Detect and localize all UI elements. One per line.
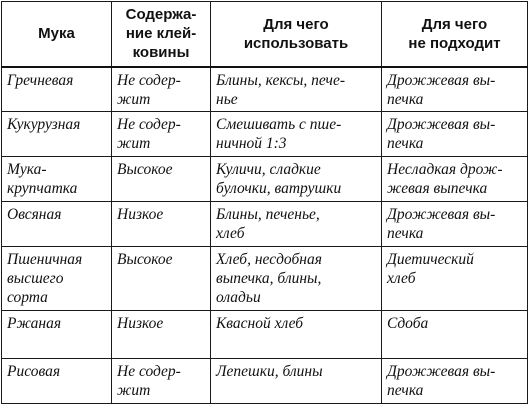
table-row [2, 67, 528, 112]
use-cell: Куличи, сладкие булочки, ватрушки [211, 157, 382, 202]
avoid-cell: Несладкая дрож- жевая выпечка [382, 157, 528, 202]
table-row [2, 112, 528, 157]
gluten-cell: Низкое [112, 311, 211, 359]
gluten-cell: Высокое [112, 247, 211, 311]
table-row [2, 202, 528, 247]
use-cell: Смешивать с пше- ничной 1:3 [211, 112, 382, 157]
avoid-cell: Дрожжевая вы- печка [382, 67, 528, 112]
header-suitable-for: Для чего использовать [211, 2, 382, 67]
use-cell: Квасной хлеб [211, 311, 382, 359]
table-row [2, 359, 528, 404]
use-cell: Лепешки, блины [211, 359, 382, 404]
table-row [2, 311, 528, 359]
gluten-cell: Не содер- жит [112, 112, 211, 157]
gluten-cell: Высокое [112, 157, 211, 202]
flour-table [1, 1, 528, 404]
avoid-cell: Дрожжевая вы- печка [382, 112, 528, 157]
use-cell: Блины, печенье, хлеб [211, 202, 382, 247]
header-flour: Мука [2, 2, 112, 67]
header-gluten-content: Содержа- ние клей- ковины [112, 2, 211, 67]
flour-name-cell: Гречневая [2, 67, 112, 112]
gluten-cell: Не содер- жит [112, 67, 211, 112]
table-row [2, 157, 528, 202]
header-row [2, 2, 528, 67]
gluten-cell: Не содер- жит [112, 359, 211, 404]
flour-name-cell: Ржаная [2, 311, 112, 359]
avoid-cell: Дрожжевая вы- печка [382, 202, 528, 247]
avoid-cell: Дрожжевая вы- печка [382, 359, 528, 404]
flour-name-cell: Пшеничная высшего сорта [2, 247, 112, 311]
flour-name-cell: Рисовая [2, 359, 112, 404]
flour-name-cell: Овсяная [2, 202, 112, 247]
flour-name-cell: Кукурузная [2, 112, 112, 157]
use-cell: Хлеб, несдобная выпечка, блины, оладьи [211, 247, 382, 311]
use-cell: Блины, кексы, пече- нье [211, 67, 382, 112]
flour-name-cell: Мука- крупчатка [2, 157, 112, 202]
avoid-cell: Сдоба [382, 311, 528, 359]
table-row [2, 247, 528, 311]
gluten-cell: Низкое [112, 202, 211, 247]
avoid-cell: Диетический хлеб [382, 247, 528, 311]
header-not-suitable-for: Для чего не подходит [382, 2, 528, 67]
